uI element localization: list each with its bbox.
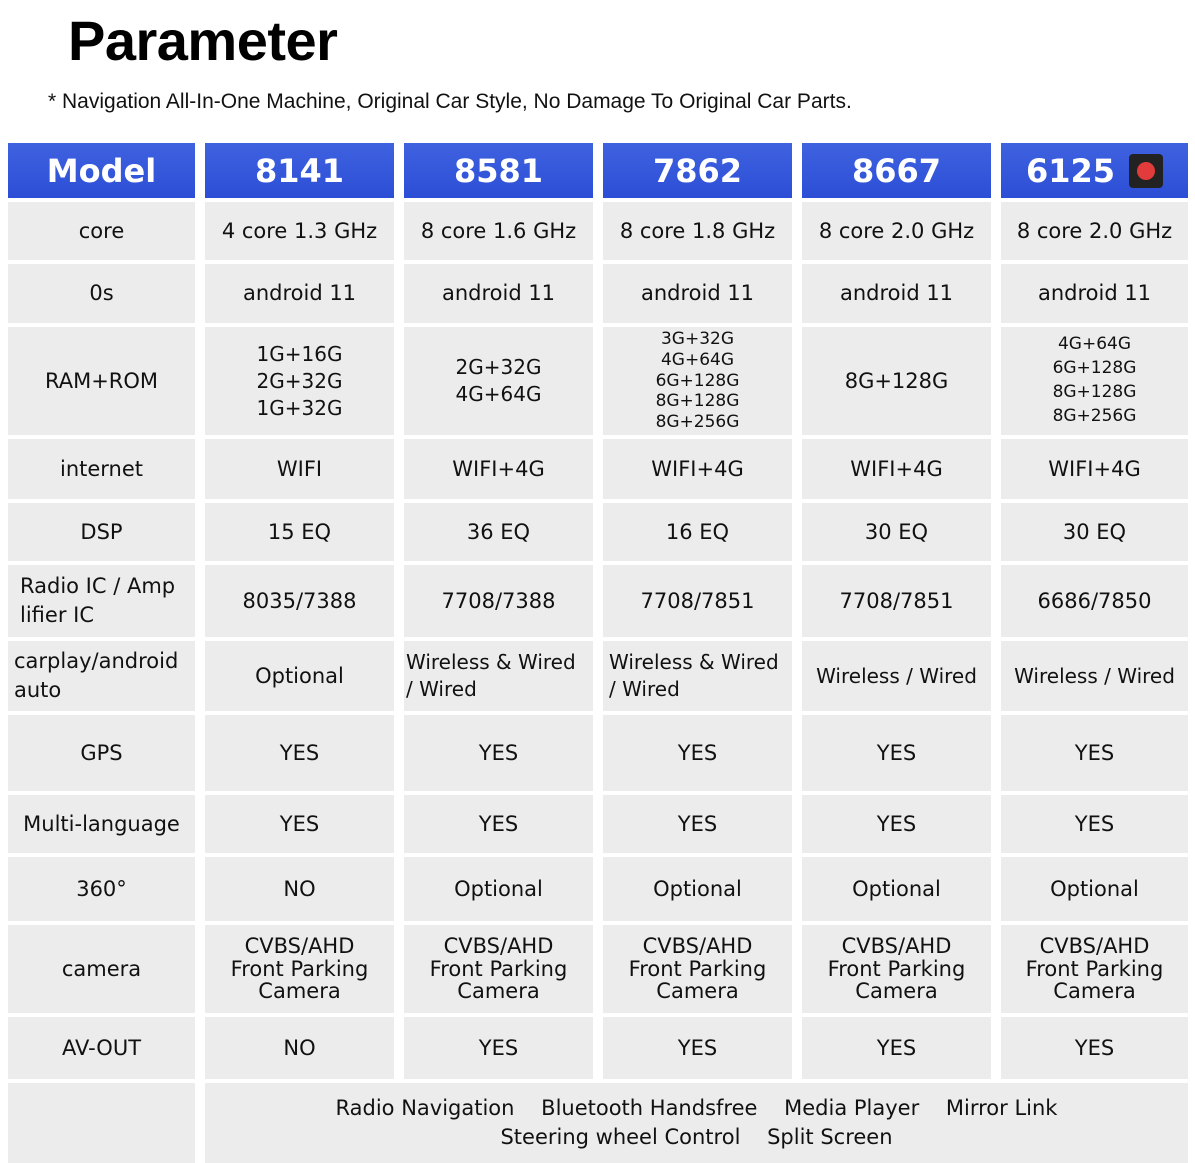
table-cell: YES (603, 1017, 792, 1079)
row-label-radio-ic: Radio IC / Amp lifier IC (8, 565, 195, 637)
feature-item: Steering wheel Control (500, 1125, 741, 1149)
table-cell: android 11 (404, 264, 593, 323)
table-cell: 7708/7851 (802, 565, 991, 637)
header-model-8581 (404, 143, 593, 198)
table-cell: 16 EQ (603, 503, 792, 561)
table-cell: CVBS/AHD Front Parking Camera (802, 925, 991, 1013)
table-cell: YES (404, 795, 593, 853)
page-title: Parameter (68, 9, 338, 72)
footer-blank-cell (8, 1083, 195, 1163)
features-row (205, 1083, 1188, 1163)
table-cell: NO (205, 857, 394, 921)
table-cell: YES (1001, 715, 1188, 791)
table-cell: YES (205, 795, 394, 853)
parameter-table (8, 143, 1190, 1163)
table-cell: 2G+32G 4G+64G (404, 327, 593, 435)
row-label-internet: internet (8, 439, 195, 499)
row-label-av-out: AV-OUT (8, 1017, 195, 1079)
table-cell: YES (603, 715, 792, 791)
table-cell: 36 EQ (404, 503, 593, 561)
row-label-os: 0s (8, 264, 195, 323)
table-cell: CVBS/AHD Front Parking Camera (1001, 925, 1188, 1013)
header-model-label: Model (8, 143, 195, 198)
model-name: 8667 (851, 151, 942, 190)
table-cell: Optional (802, 857, 991, 921)
table-cell: YES (404, 1017, 593, 1079)
model-name: 7862 (652, 151, 743, 190)
table-cell: YES (603, 795, 792, 853)
table-cell: Optional (205, 641, 394, 711)
row-label-ram-rom: RAM+ROM (8, 327, 195, 435)
table-cell: Optional (404, 857, 593, 921)
table-cell: 30 EQ (802, 503, 991, 561)
row-label-multi-language: Multi-language (8, 795, 195, 853)
table-cell: 8 core 2.0 GHz (1001, 202, 1188, 260)
table-cell: YES (802, 715, 991, 791)
model-name: 8141 (254, 151, 345, 190)
table-cell: CVBS/AHD Front Parking Camera (603, 925, 792, 1013)
table-cell: YES (205, 715, 394, 791)
table-cell: WIFI+4G (1001, 439, 1188, 499)
table-cell: Wireless / Wired (802, 641, 991, 711)
table-cell: android 11 (205, 264, 394, 323)
page-subtitle: * Navigation All-In-One Machine, Original Car Style, No Damage To Original Car Parts. (48, 90, 852, 113)
features-line-1 (326, 1094, 1068, 1123)
model-name: 6125 (1025, 151, 1116, 190)
feature-item: Media Player (784, 1095, 920, 1120)
row-label-core: core (8, 202, 195, 260)
feature-item: Radio Navigation (335, 1095, 515, 1120)
table-cell: NO (205, 1017, 394, 1079)
header-model-8667 (802, 143, 991, 198)
table-cell: YES (802, 795, 991, 853)
table-cell: WIFI+4G (603, 439, 792, 499)
table-cell: 7708/7388 (404, 565, 593, 637)
table-cell: Wireless & Wired / Wired (603, 641, 792, 711)
table-cell: 8 core 1.8 GHz (603, 202, 792, 260)
table-cell: 8035/7388 (205, 565, 394, 637)
header-model-7862 (603, 143, 792, 198)
table-cell: 1G+16G 2G+32G 1G+32G (205, 327, 394, 435)
table-cell: 15 EQ (205, 503, 394, 561)
table-cell: 4G+64G 6G+128G 8G+128G 8G+256G (1001, 327, 1188, 435)
table-cell: 30 EQ (1001, 503, 1188, 561)
table-cell: WIFI (205, 439, 394, 499)
table-cell: Optional (1001, 857, 1188, 921)
table-cell: Optional (603, 857, 792, 921)
table-cell: YES (802, 1017, 991, 1079)
row-label-camera: camera (8, 925, 195, 1013)
header-model-8141 (205, 143, 394, 198)
header-model-6125 (1001, 143, 1188, 198)
model-name: 8581 (453, 151, 544, 190)
table-cell: 3G+32G 4G+64G 6G+128G 8G+128G 8G+256G (603, 327, 792, 435)
table-cell: CVBS/AHD Front Parking Camera (404, 925, 593, 1013)
table-cell: 6686/7850 (1001, 565, 1188, 637)
row-label-gps: GPS (8, 715, 195, 791)
features-line-2 (490, 1123, 902, 1152)
table-cell: 8 core 2.0 GHz (802, 202, 991, 260)
row-label-dsp: DSP (8, 503, 195, 561)
table-cell: WIFI+4G (802, 439, 991, 499)
table-cell: WIFI+4G (404, 439, 593, 499)
feature-item: Mirror Link (945, 1095, 1058, 1120)
table-cell: android 11 (1001, 264, 1188, 323)
row-label-carplay: carplay/android auto (8, 641, 195, 711)
table-cell: YES (1001, 795, 1188, 853)
row-label-360: 360° (8, 857, 195, 921)
table-cell: 8 core 1.6 GHz (404, 202, 593, 260)
snapdragon-chip-icon (1129, 154, 1163, 188)
table-cell: YES (1001, 1017, 1188, 1079)
table-cell: 7708/7851 (603, 565, 792, 637)
table-cell: Wireless / Wired (1001, 641, 1188, 711)
table-cell: 8G+128G (802, 327, 991, 435)
table-cell: YES (404, 715, 593, 791)
feature-item: Split Screen (767, 1125, 893, 1149)
table-cell: android 11 (603, 264, 792, 323)
table-cell: Wireless & Wired / Wired (404, 641, 593, 711)
table-cell: CVBS/AHD Front Parking Camera (205, 925, 394, 1013)
table-cell: android 11 (802, 264, 991, 323)
feature-item: Bluetooth Handsfree (541, 1095, 758, 1120)
table-cell: 4 core 1.3 GHz (205, 202, 394, 260)
